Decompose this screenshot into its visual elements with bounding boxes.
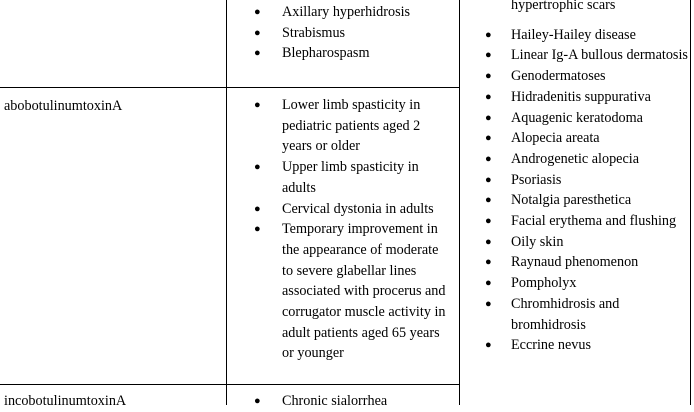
list-item: ● Oily skin (484, 232, 688, 253)
row-divider-1 (0, 87, 460, 88)
table-border-col1 (226, 0, 227, 405)
list-item: ● Aquagenic keratodoma (484, 108, 688, 129)
table-border-right (690, 0, 691, 405)
list-item: ● Eccrine nevus (484, 335, 688, 356)
list-item: ● Pompholyx (484, 273, 688, 294)
drug-name-abobotulinumtoxina: abobotulinumtoxinA (4, 98, 123, 114)
list-item: ● Upper limb spasticity in adults (253, 157, 451, 198)
offlabel-column (484, 0, 688, 356)
row-3-indications (253, 391, 451, 412)
list-item: ● Chronic sialorrhea (253, 391, 451, 412)
row-divider-2 (0, 384, 460, 385)
list-item: ● Alopecia areata (484, 128, 688, 149)
list-item: ● Strabismus (253, 23, 453, 44)
list-item: ● Temporary improvement in the appearance of moderate to severe glabellar lines associated with procerus and corrugator muscle activity in adult patients aged 65 years or younger (253, 219, 451, 364)
list-item: ● Psoriasis (484, 170, 688, 191)
list-item: ● Genodermatoses (484, 66, 688, 87)
row-2-indications (253, 95, 451, 364)
table-border-col2 (459, 0, 460, 405)
drug-name-incobotulinumtoxina: incobotulinumtoxinA (4, 393, 127, 409)
list-item: ● Notalgia paresthetica (484, 190, 688, 211)
list-item: ● Hidradenitis suppurativa (484, 87, 688, 108)
list-item: ● Lower limb spasticity in pediatric patients aged 2 years or older (253, 95, 451, 157)
list-item: ● Linear Ig-A bullous dermatosis (484, 45, 688, 66)
offlabel-continuation: hypertrophic scars (511, 0, 616, 13)
list-item: ● Axillary hyperhidrosis (253, 2, 453, 23)
list-item: ● Cervical dystonia in adults (253, 199, 451, 220)
list-item: ● Chromhidrosis and bromhidrosis (484, 294, 688, 335)
list-item: ● Blepharospasm (253, 43, 453, 64)
list-item: ● Hailey-Hailey disease (484, 25, 688, 46)
list-item: ● Facial erythema and flushing (484, 211, 688, 232)
row-1-indications (253, 2, 453, 64)
list-item: ● Raynaud phenomenon (484, 252, 688, 273)
list-item: ● Androgenetic alopecia (484, 149, 688, 170)
